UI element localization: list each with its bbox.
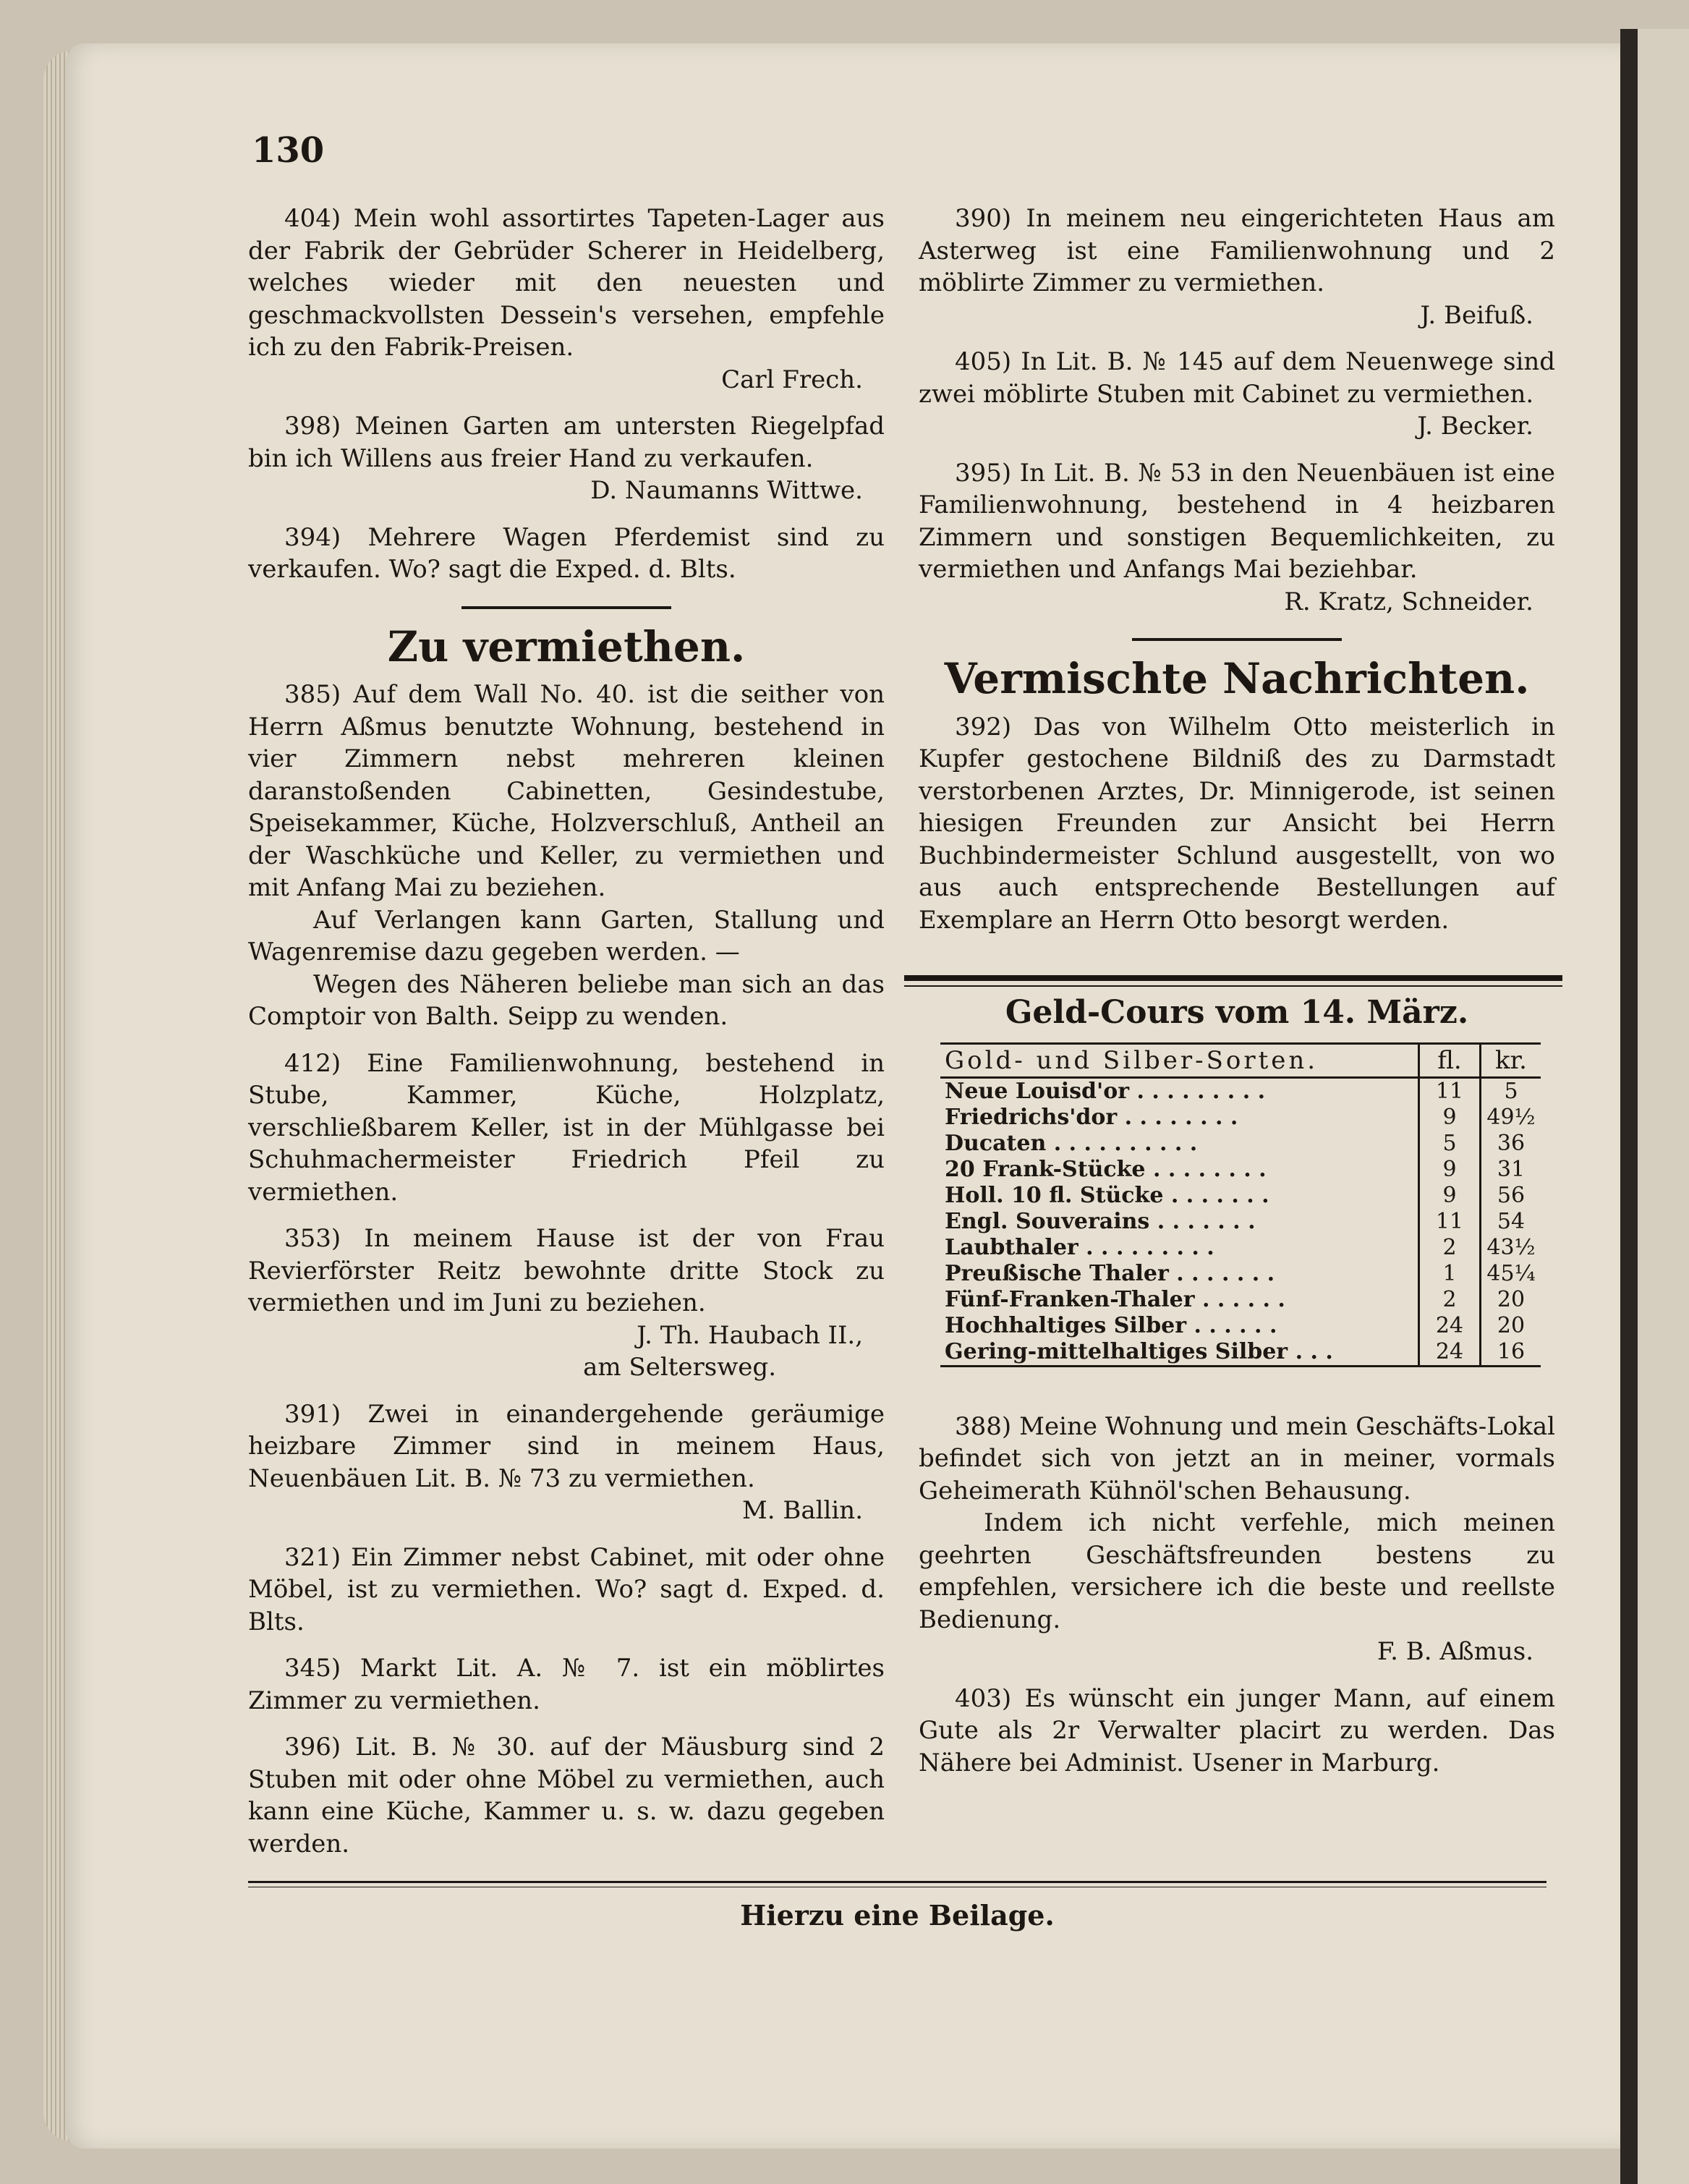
ad-text: 404) Mein wohl assortirtes Tapeten-Lager aus der Fabrik der Gebrüder Scherer in Heidelberg, welches wieder mit den neuesten und geschmackvollsten Dessein's versehen, empfehle ich zu den Fabrik-Preisen. <box>248 204 885 362</box>
ad-396 <box>248 1731 885 1860</box>
ad-404 <box>248 203 885 396</box>
value-kr: 16 <box>1481 1339 1541 1367</box>
value-kr: 49½ <box>1481 1105 1541 1131</box>
ad-345 <box>248 1652 885 1717</box>
ad-text: 353) In meinem Hause ist der von Frau Revierförster Reitz bewohnte dritte Stock zu vermiethen und im Juni zu beziehen. <box>248 1224 885 1317</box>
ad-text: 390) In meinem neu eingerichteten Haus am Asterweg ist eine Familienwohnung und 2 möblirte Zimmer zu vermiethen. <box>919 204 1555 297</box>
value-kr: 45¼ <box>1481 1261 1541 1287</box>
ad-text: 394) Mehrere Wagen Pferdemist sind zu verkaufen. Wo? sagt die Exped. d. Blts. <box>248 522 885 584</box>
value-fl: 5 <box>1419 1131 1481 1157</box>
ad-text: 388) Meine Wohnung und mein Geschäfts-Lokal befindet sich von jetzt an in meiner, vormals Geheimerath Kühnöl'schen Behausung. <box>919 1411 1555 1505</box>
section-divider <box>461 606 671 609</box>
value-kr: 56 <box>1481 1183 1541 1209</box>
coin-name: Hochhaltiges Silber . . . . . . <box>945 1312 1277 1338</box>
table-row <box>940 1313 1541 1339</box>
table-row <box>940 1105 1541 1131</box>
section-heading-misc: Vermischte Nachrichten. <box>944 654 1530 703</box>
ad-text: 396) Lit. B. № 30. auf der Mäusburg sind 2 Stuben mit oder ohne Möbel zu vermiethen, auch kann eine Küche, Kammer u. s. w. dazu gegeben werden. <box>248 1733 885 1858</box>
ad-signature: R. Kratz, Schneider. <box>1284 587 1533 616</box>
value-fl: 9 <box>1419 1157 1481 1183</box>
value-fl: 11 <box>1419 1077 1481 1105</box>
value-fl: 9 <box>1419 1183 1481 1209</box>
ad-text: 395) In Lit. B. № 53 in den Neuenbäuen ist eine Familienwohnung, bestehend in 4 heizbaren Zimmern und sonstigen Bequemlichkeiten, zu vermiethen und Anfangs Mai beziehbar. <box>919 458 1555 584</box>
table-row <box>940 1157 1541 1183</box>
coin-name: Gering-mittelhaltiges Silber . . . <box>940 1339 1419 1367</box>
footer-rule <box>248 1881 1547 1883</box>
value-kr: 43½ <box>1481 1235 1541 1261</box>
table-row <box>940 1339 1541 1367</box>
table-row <box>940 1287 1541 1313</box>
ad-390 <box>919 203 1555 331</box>
table-row <box>940 1235 1541 1261</box>
ad-391 <box>248 1398 885 1527</box>
ad-text: 412) Eine Familienwohnung, bestehend in Stube, Kammer, Küche, Holzplatz, verschließbarem Keller, ist in der Mühlgasse bei Schuhmachermeister Friedrich Pfeil zu vermiethen. <box>248 1048 885 1207</box>
ad-signature: Carl Frech. <box>721 365 863 394</box>
ad-signature-address: am Seltersweg. <box>583 1353 776 1382</box>
value-kr: 5 <box>1481 1077 1541 1105</box>
ad-signature: J. Beifuß. <box>1420 300 1533 330</box>
ad-388 <box>919 1411 1555 1668</box>
ad-353 <box>248 1223 885 1384</box>
coin-name: Preußische Thaler . . . . . . . <box>945 1260 1275 1286</box>
cours-title: Geld-Cours vom 14. März. <box>1005 994 1469 1031</box>
ad-text: 345) Markt Lit. A. № 7. ist ein möblirtes Zimmer zu vermiethen. <box>248 1654 885 1715</box>
ad-signature: D. Naumanns Wittwe. <box>590 476 863 505</box>
coin-name: 20 Frank-Stücke . . . . . . . . <box>945 1156 1267 1182</box>
ad-394 <box>248 522 885 586</box>
value-fl: 2 <box>1419 1287 1481 1313</box>
value-kr: 54 <box>1481 1209 1541 1235</box>
ad-signature: J. Becker. <box>1417 412 1533 441</box>
coin-name: Laubthaler . . . . . . . . . <box>945 1234 1214 1260</box>
value-fl: 11 <box>1419 1209 1481 1235</box>
value-fl: 24 <box>1419 1313 1481 1339</box>
ad-385 <box>248 679 885 1033</box>
table-row <box>940 1077 1541 1105</box>
ad-392 <box>919 711 1555 937</box>
value-fl: 1 <box>1419 1261 1481 1287</box>
right-column <box>919 203 1555 1793</box>
ad-signature: J. Th. Haubach II., <box>637 1320 863 1350</box>
left-column <box>248 203 885 1874</box>
ad-398 <box>248 410 885 507</box>
coin-name: Holl. 10 fl. Stücke . . . . . . . <box>945 1182 1269 1208</box>
supplement-note: Hierzu eine Beilage. <box>740 1899 1055 1932</box>
coin-name: Ducaten . . . . . . . . . . <box>945 1130 1198 1156</box>
value-fl: 9 <box>1419 1105 1481 1131</box>
ad-text: 405) In Lit. B. № 145 auf dem Neuenwege sind zwei möblirte Stuben mit Cabinet zu vermiethen. <box>919 347 1555 409</box>
value-fl: 2 <box>1419 1235 1481 1261</box>
ad-395 <box>919 457 1555 619</box>
ad-paragraph: Indem ich nicht verfehle, mich meinen geehrten Geschäftsfreunden bestens zu empfehlen, versichere ich die beste und reellste Bedienung. <box>919 1508 1555 1634</box>
ad-text: 391) Zwei in einandergehende geräumige heizbare Zimmer sind in meinem Haus, Neuenbäuen Lit. B. № 73 zu vermiethen. <box>248 1399 885 1493</box>
column-header-fl: fl. <box>1419 1043 1481 1077</box>
ad-paragraph: Auf Verlangen kann Garten, Stallung und Wagenremise dazu gegeben werden. — <box>248 905 885 966</box>
ad-412 <box>248 1048 885 1209</box>
ad-signature: F. B. Aßmus. <box>1377 1637 1533 1666</box>
ad-321 <box>248 1542 885 1639</box>
coin-name: Engl. Souverains . . . . . . . <box>945 1208 1256 1234</box>
page-number: 130 <box>252 130 325 171</box>
ad-text: 385) Auf dem Wall No. 40. ist die seither von Herrn Aßmus benutzte Wohnung, bestehend in vier Zimmern nebst mehreren kleinen daranstoßenden Cabinetten, Gesindestube, Speisekammer, Küche, Holzverschluß, Antheil an der Waschküche und Keller, zu vermiethen und mit Anfang Mai zu beziehen. <box>248 680 885 902</box>
ad-paragraph: Wegen des Näheren beliebe man sich an das Comptoir von Balth. Seipp zu wenden. <box>248 969 885 1031</box>
value-kr: 31 <box>1481 1157 1541 1183</box>
table-header-row <box>940 1043 1541 1077</box>
ad-text: 398) Meinen Garten am untersten Riegelpfad bin ich Willens aus freier Hand zu verkaufen. <box>248 412 885 473</box>
value-kr: 20 <box>1481 1287 1541 1313</box>
value-fl: 24 <box>1419 1339 1481 1367</box>
ad-text: 403) Es wünscht ein junger Mann, auf einem Gute als 2r Verwalter placirt zu werden. Das Nähere bei Administ. Usener in Marburg. <box>919 1683 1555 1777</box>
ad-403 <box>919 1683 1555 1780</box>
cours-top-rule-thin <box>904 985 1562 987</box>
table-row <box>940 1131 1541 1157</box>
coin-name: Fünf-Franken-Thaler . . . . . . <box>945 1286 1285 1312</box>
value-kr: 36 <box>1481 1131 1541 1157</box>
coin-name: Friedrichs'dor . . . . . . . . <box>945 1104 1238 1130</box>
section-heading-rent: Zu vermiethen. <box>387 621 746 671</box>
section-divider <box>1132 638 1342 641</box>
column-header-kr: kr. <box>1481 1043 1541 1077</box>
value-kr: 20 <box>1481 1313 1541 1339</box>
ad-text: 321) Ein Zimmer nebst Cabinet, mit oder ohne Möbel, ist zu vermiethen. Wo? sagt d. Exped. d. Blts. <box>248 1542 885 1636</box>
coin-name: Neue Louisd'or . . . . . . . . . <box>945 1078 1266 1104</box>
cours-top-rule <box>904 975 1562 981</box>
ad-text: 392) Das von Wilhelm Otto meisterlich in Kupfer gestochene Bildniß des zu Darmstadt verstorbenen Arztes, Dr. Minnigerode, ist seinen hiesigen Freunden zur Ansicht bei Herrn Buchbindermeister Schlund ausgestellt, von wo aus auch entsprechende Bestellungen auf Exemplare an Herrn Otto besorgt werden. <box>919 712 1555 935</box>
table-row <box>940 1209 1541 1235</box>
table-row <box>940 1183 1541 1209</box>
ad-signature: M. Ballin. <box>741 1496 863 1525</box>
facing-page-strip <box>1620 29 1689 2184</box>
column-header-coin: Gold- und Silber-Sorten. <box>940 1043 1419 1077</box>
table-row <box>940 1261 1541 1287</box>
ad-405 <box>919 346 1555 443</box>
exchange-rate-table <box>940 1042 1541 1367</box>
